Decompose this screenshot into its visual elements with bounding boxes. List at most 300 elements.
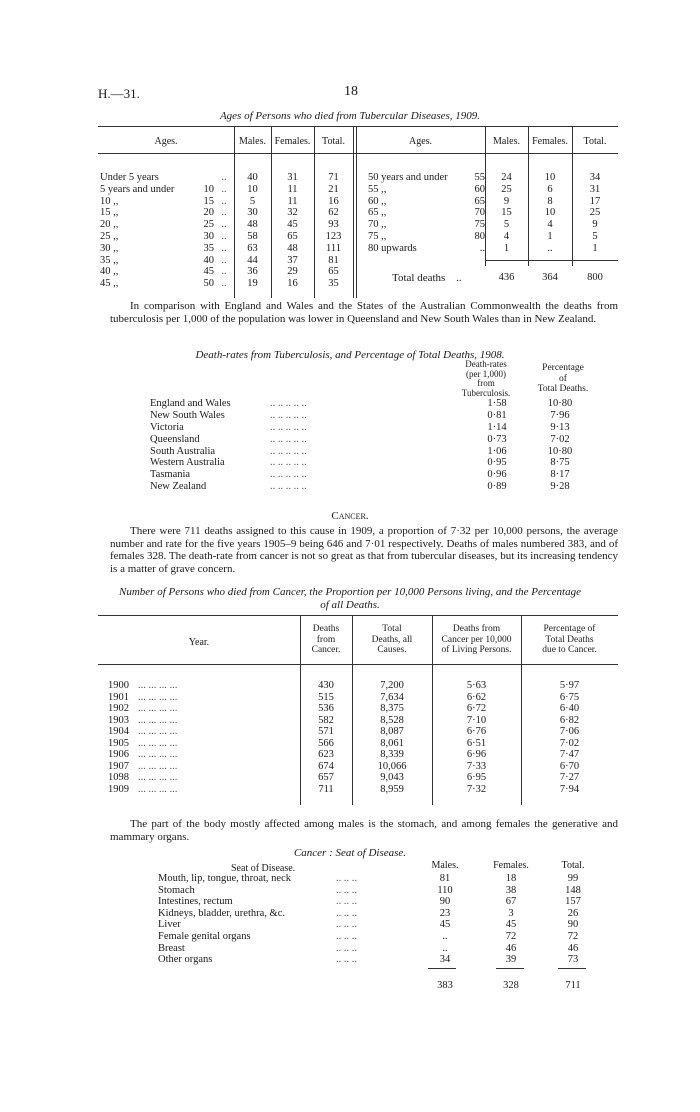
females-value: 6 bbox=[547, 183, 553, 195]
leader-dots: ... ... ... ... bbox=[138, 680, 178, 691]
age-to: 75 bbox=[474, 219, 485, 231]
pct-value: 9·28 bbox=[550, 481, 570, 493]
males-value: 81 bbox=[439, 873, 451, 884]
leader-dots: .. .. .. .. .. bbox=[270, 445, 307, 457]
rate-value: 1·58 bbox=[487, 398, 507, 409]
pct-value: 7·47 bbox=[559, 749, 580, 760]
table-row bbox=[158, 954, 598, 966]
males-value: 19 bbox=[247, 278, 258, 290]
rate-value: 6·51 bbox=[466, 737, 487, 749]
table-row bbox=[150, 481, 596, 493]
region-name: Tasmania bbox=[150, 469, 191, 481]
t4-h-males: Males. bbox=[431, 860, 459, 871]
table-row bbox=[108, 703, 618, 715]
rate-value: 0·89 bbox=[487, 481, 507, 493]
deaths-value: 711 bbox=[318, 783, 334, 795]
age-to: 50 bbox=[203, 278, 214, 290]
age-to: .. bbox=[479, 242, 485, 254]
males-value: 48 bbox=[247, 219, 258, 231]
deaths-value: 582 bbox=[318, 714, 334, 726]
year: 1909 bbox=[108, 783, 129, 795]
t4-total-total: 711 bbox=[565, 980, 581, 991]
t1-h-females-right: Females. bbox=[532, 136, 568, 147]
leader-dots: ... ... ... ... bbox=[138, 714, 178, 726]
deaths-value: 566 bbox=[318, 737, 334, 749]
pct-value: 9·13 bbox=[550, 421, 570, 433]
rate-value: 0·96 bbox=[487, 469, 507, 481]
paragraph-comparison: In comparison with England and Wales and the States of the Australian Commonwealth the deaths from tuberculosis per 1,000 of the population was lower in Queensland and New South Wales than in New Zealand. bbox=[110, 300, 618, 325]
age-to: 45 bbox=[203, 266, 214, 278]
females-value: 10 bbox=[544, 207, 556, 219]
age-from: 5 years and under bbox=[100, 183, 175, 195]
deaths-value: 623 bbox=[318, 749, 334, 760]
table-row bbox=[368, 207, 618, 219]
t1-right-block bbox=[368, 172, 618, 255]
total-value: 1 bbox=[592, 242, 598, 254]
age-from: 50 years and under bbox=[368, 172, 448, 183]
region-name: Victoria bbox=[150, 421, 184, 433]
page-ref: H.—31. bbox=[98, 86, 140, 101]
rate-value: 6·72 bbox=[466, 703, 487, 714]
table-row bbox=[108, 761, 618, 773]
males-value: 9 bbox=[503, 195, 510, 207]
age-to: 55 bbox=[474, 172, 485, 183]
females-value: .. bbox=[547, 242, 553, 254]
females-value: 11 bbox=[287, 183, 298, 195]
table-row bbox=[100, 231, 353, 243]
females-value: 45 bbox=[287, 219, 298, 231]
total-value: 5 bbox=[592, 230, 598, 242]
age-from: 45 ,, bbox=[100, 278, 119, 290]
table-row bbox=[150, 398, 596, 410]
females-value: 16 bbox=[287, 278, 298, 290]
leader-dots: ... ... ... ... bbox=[138, 772, 178, 783]
total-value: 34 bbox=[589, 172, 601, 183]
age-from: 70 ,, bbox=[368, 219, 387, 231]
rate-value: 0·95 bbox=[487, 457, 507, 469]
males-value: 10 bbox=[247, 183, 258, 195]
region-name: Western Australia bbox=[150, 457, 225, 469]
rate-value: 6·96 bbox=[466, 749, 487, 760]
rate-value: 7·10 bbox=[466, 714, 487, 726]
year: 1902 bbox=[108, 703, 129, 714]
females-value: 38 bbox=[505, 884, 517, 896]
paragraph-cancer: There were 711 deaths assigned to this cause in 1909, a proportion of 7·32 per 10,000 persons, the average number and rate for the five years 1905–9 being 646 and 7·01 respectively. Deaths of males numbered 383, and of females 328. The death-rate from cancer is not so great as that from tubercular diseases, but its increasing tendency is a matter of grave concern. bbox=[110, 525, 618, 575]
leader-dots: ... ... ... ... bbox=[138, 691, 178, 703]
deaths-value: 430 bbox=[318, 680, 334, 691]
t1-h-total-right: Total. bbox=[583, 136, 607, 147]
table-row bbox=[108, 772, 618, 784]
seat-name: Intestines, rectum bbox=[158, 896, 233, 908]
total-deaths-value: 9,043 bbox=[380, 772, 404, 783]
total-value: 26 bbox=[567, 907, 579, 919]
females-value: 31 bbox=[287, 172, 298, 183]
total-deaths-value: 8,959 bbox=[380, 783, 404, 795]
table1-caption: Ages of Persons who died from Tubercular Diseases, 1909. bbox=[219, 110, 481, 122]
t4-h-seat: Seat of Disease. bbox=[231, 863, 296, 874]
age-to: 15 bbox=[203, 195, 214, 207]
age-to bbox=[198, 172, 214, 184]
age-from: 75 ,, bbox=[368, 230, 387, 242]
region-name: South Australia bbox=[150, 445, 216, 457]
seat-name: Stomach bbox=[158, 884, 195, 896]
males-value: 44 bbox=[247, 254, 258, 266]
females-value: 37 bbox=[287, 254, 298, 266]
males-value: 110 bbox=[437, 884, 453, 896]
rate-value: 7·33 bbox=[466, 760, 487, 772]
rate-value: 0·81 bbox=[487, 409, 507, 421]
pct-value: 8·17 bbox=[550, 469, 570, 481]
leader-dots: .. bbox=[221, 183, 227, 195]
t1-h-males-right: Males. bbox=[493, 136, 520, 147]
table3-caption-line2: of all Deaths. bbox=[320, 599, 380, 611]
males-value: 5 bbox=[503, 219, 510, 231]
females-value: 48 bbox=[287, 242, 298, 254]
year: 1900 bbox=[108, 680, 129, 691]
leader-dots: .. bbox=[221, 254, 227, 266]
table-row bbox=[368, 243, 618, 255]
t1-h-males-left: Males. bbox=[239, 136, 266, 147]
males-value: 90 bbox=[439, 896, 451, 908]
pct-value: 6·82 bbox=[559, 714, 580, 726]
females-value: 32 bbox=[287, 207, 298, 219]
leader-dots: .. .. .. bbox=[336, 930, 357, 942]
age-to: 20 bbox=[203, 207, 214, 219]
pct-value: 10·80 bbox=[547, 398, 573, 409]
leader-dots: .. bbox=[221, 230, 227, 242]
pct-value: 7·96 bbox=[550, 409, 570, 421]
table-row bbox=[108, 726, 618, 738]
t4-h-females: Females. bbox=[493, 860, 529, 871]
total-value: 148 bbox=[565, 884, 581, 896]
t1-h-females-left: Females. bbox=[274, 136, 311, 147]
year: 1098 bbox=[108, 772, 129, 783]
total-value: 25 bbox=[589, 207, 601, 219]
t3-h-rate: Deaths from Cancer per 10,000 of Living Persons. bbox=[441, 624, 512, 655]
total-deaths-value: 8,087 bbox=[380, 726, 404, 737]
leader-dots: .. .. .. bbox=[336, 884, 357, 896]
table-row bbox=[108, 680, 618, 692]
table-row bbox=[368, 231, 618, 243]
table-row bbox=[108, 715, 618, 727]
total-deaths-value: 8,061 bbox=[380, 737, 404, 749]
age-from: 80 upwards bbox=[368, 242, 417, 254]
age-from: 60 ,, bbox=[368, 195, 387, 207]
leader-dots: ... ... ... ... bbox=[138, 783, 178, 795]
leader-dots: .. bbox=[221, 242, 227, 254]
t4-h-total: Total. bbox=[561, 860, 585, 871]
males-value: 58 bbox=[247, 230, 258, 242]
pct-value: 7·27 bbox=[559, 772, 580, 783]
total-value: 21 bbox=[328, 183, 339, 195]
females-value: 10 bbox=[544, 172, 556, 183]
age-to: 10 bbox=[203, 183, 214, 195]
deaths-value: 657 bbox=[318, 772, 334, 783]
total-value: 90 bbox=[567, 919, 579, 931]
table-row bbox=[158, 873, 598, 885]
deaths-value: 515 bbox=[318, 691, 334, 703]
total-deaths-value: 8,528 bbox=[380, 714, 404, 726]
table-row bbox=[150, 469, 596, 481]
leader-dots: ... ... ... ... bbox=[138, 703, 178, 714]
leader-dots: .. .. .. bbox=[336, 896, 357, 908]
leader-dots: .. .. .. .. .. bbox=[270, 398, 307, 409]
leader-dots: ... ... ... ... bbox=[138, 749, 178, 760]
pct-value: 5·97 bbox=[559, 680, 580, 691]
cancer-heading: Cancer. bbox=[331, 510, 369, 522]
total-value: 71 bbox=[328, 172, 339, 183]
rate-value: 1·14 bbox=[487, 421, 507, 433]
table3-caption-line1: Number of Persons who died from Cancer, the Proportion per 10,000 Persons living, and the Percentage bbox=[119, 586, 581, 598]
total-deaths-value: 7,200 bbox=[380, 680, 404, 691]
region-name: England and Wales bbox=[150, 398, 231, 409]
leader-dots: .. .. .. .. .. bbox=[270, 433, 307, 445]
females-value: 11 bbox=[287, 195, 298, 207]
rate-value: 6·95 bbox=[466, 772, 487, 783]
paragraph-body-part: The part of the body mostly affected among males is the stomach, and among females the generative and mammary organs. bbox=[110, 818, 618, 843]
t1-total-total: 800 bbox=[587, 272, 603, 283]
table-row bbox=[100, 172, 353, 184]
total-value: 17 bbox=[589, 195, 601, 207]
t1-h-ages-left: Ages. bbox=[154, 136, 178, 147]
males-value: 15 bbox=[501, 207, 512, 219]
age-from: 25 ,, bbox=[100, 230, 119, 242]
males-value: 45 bbox=[439, 919, 451, 931]
females-value: 3 bbox=[508, 907, 514, 919]
total-value: 123 bbox=[325, 230, 342, 242]
seat-name: Mouth, lip, tongue, throat, neck bbox=[158, 873, 291, 884]
t1-h-ages-right: Ages. bbox=[408, 136, 433, 147]
page-number: 18 bbox=[344, 84, 358, 99]
table-row bbox=[158, 908, 598, 920]
year: 1907 bbox=[108, 760, 129, 772]
males-value: .. bbox=[442, 942, 448, 954]
table-row bbox=[150, 446, 596, 458]
total-deaths-value: 7,634 bbox=[380, 691, 404, 703]
females-value: 18 bbox=[505, 873, 517, 884]
rate-value: 5·63 bbox=[466, 680, 487, 691]
table-row bbox=[368, 196, 618, 208]
table-row bbox=[100, 184, 353, 196]
males-value: 24 bbox=[501, 172, 512, 183]
rate-value: 6·62 bbox=[466, 691, 487, 703]
males-value: 23 bbox=[439, 907, 451, 919]
t3-h-total: Total Deaths, all Causes. bbox=[371, 624, 413, 655]
rate-value: 7·32 bbox=[466, 783, 487, 795]
total-value: 99 bbox=[567, 873, 579, 884]
table-row bbox=[108, 738, 618, 750]
table-row bbox=[158, 885, 598, 897]
t1-total-females: 364 bbox=[542, 272, 558, 283]
year: 1901 bbox=[108, 691, 129, 703]
total-value: 93 bbox=[328, 219, 339, 231]
age-to: 40 bbox=[203, 254, 214, 266]
seat-name: Breast bbox=[158, 942, 185, 954]
total-value: 73 bbox=[567, 954, 579, 966]
table-row bbox=[158, 896, 598, 908]
males-value: 5 bbox=[249, 195, 256, 207]
table-row bbox=[368, 184, 618, 196]
pct-value: 7·06 bbox=[559, 726, 580, 737]
age-to: 30 bbox=[203, 230, 214, 242]
t3-h-pct: Percentage of Total Deaths due to Cancer. bbox=[542, 624, 597, 655]
leader-dots: .. .. .. .. .. bbox=[270, 481, 307, 493]
age-from: 40 ,, bbox=[100, 266, 119, 278]
year: 1904 bbox=[108, 726, 129, 737]
table-row bbox=[150, 410, 596, 422]
total-value: 31 bbox=[589, 183, 601, 195]
table4-caption: Cancer : Seat of Disease. bbox=[293, 847, 407, 859]
pct-value: 7·02 bbox=[559, 737, 580, 749]
region-name: New South Wales bbox=[150, 409, 225, 421]
region-name: New Zealand bbox=[150, 481, 207, 493]
males-value: 40 bbox=[247, 172, 258, 183]
total-value: 157 bbox=[565, 896, 581, 908]
total-value: 46 bbox=[567, 942, 579, 954]
age-from: 10 ,, bbox=[100, 195, 119, 207]
total-value: 65 bbox=[328, 266, 339, 278]
total-value: 9 bbox=[592, 219, 598, 231]
seat-name: Female genital organs bbox=[158, 930, 251, 942]
females-value: 46 bbox=[505, 942, 517, 954]
age-from: 65 ,, bbox=[368, 207, 387, 219]
pct-value: 7·94 bbox=[559, 783, 580, 795]
rate-value: 6·76 bbox=[466, 726, 487, 737]
table-row bbox=[150, 457, 596, 469]
table-row bbox=[100, 278, 353, 290]
age-to: 70 bbox=[474, 207, 485, 219]
table-row bbox=[150, 422, 596, 434]
t2-h-pct: Percentage of Total Deaths. bbox=[537, 363, 589, 394]
females-value: 67 bbox=[505, 896, 517, 908]
t3-h-year: Year. bbox=[188, 637, 210, 648]
leader-dots: .. bbox=[221, 266, 227, 278]
total-value: 111 bbox=[326, 242, 341, 254]
age-to: 60 bbox=[474, 183, 485, 195]
leader-dots: .. .. .. bbox=[336, 907, 357, 919]
total-value: 62 bbox=[328, 207, 339, 219]
t2-h-rate: Death-rates (per 1,000) from Tuberculosis. bbox=[461, 359, 511, 398]
table-row bbox=[108, 784, 618, 796]
deaths-value: 536 bbox=[318, 703, 334, 714]
leader-dots: .. bbox=[221, 219, 227, 231]
females-value: 29 bbox=[287, 266, 298, 278]
table-row bbox=[150, 434, 596, 446]
leader-dots: .. .. .. bbox=[336, 954, 357, 966]
females-value: 1 bbox=[547, 230, 553, 242]
age-to: 25 bbox=[203, 219, 214, 231]
table-row bbox=[108, 692, 618, 704]
males-value: 34 bbox=[439, 954, 451, 966]
leader-dots: ... ... ... ... bbox=[138, 737, 178, 749]
age-to: 80 bbox=[474, 230, 485, 242]
leader-dots: .. .. .. .. .. bbox=[270, 421, 307, 433]
leader-dots: .. .. .. bbox=[336, 919, 357, 931]
leader-dots: .. .. .. bbox=[336, 942, 357, 954]
pct-value: 6·40 bbox=[559, 703, 580, 714]
table-row bbox=[100, 207, 353, 219]
table-row bbox=[100, 196, 353, 208]
t4-body bbox=[158, 873, 598, 966]
region-name: Queensland bbox=[150, 433, 200, 445]
leader-dots: .. bbox=[221, 172, 227, 183]
pct-value: 10·80 bbox=[547, 445, 573, 457]
year: 1903 bbox=[108, 714, 129, 726]
females-value: 4 bbox=[547, 219, 553, 231]
table-row bbox=[368, 219, 618, 231]
t1-total-males: 436 bbox=[498, 272, 515, 283]
males-value: 4 bbox=[503, 230, 510, 242]
leader-dots: .. .. .. .. .. bbox=[270, 409, 307, 421]
table-row bbox=[100, 255, 353, 267]
females-value: 65 bbox=[287, 230, 298, 242]
table-row bbox=[100, 219, 353, 231]
age-from: 55 ,, bbox=[368, 183, 387, 195]
table-row bbox=[368, 172, 618, 184]
t3-body bbox=[108, 680, 618, 795]
males-value: 36 bbox=[247, 266, 258, 278]
leader-dots: .. bbox=[221, 207, 227, 219]
age-from: 20 ,, bbox=[100, 219, 119, 231]
age-from: 30 ,, bbox=[100, 242, 119, 254]
seat-name: Other organs bbox=[158, 954, 213, 966]
total-deaths-value: 8,339 bbox=[380, 749, 404, 760]
table-row bbox=[158, 919, 598, 931]
age-to: 65 bbox=[474, 195, 485, 207]
total-deaths-value: 10,066 bbox=[377, 760, 407, 772]
t1-h-total-left: Total. bbox=[322, 136, 345, 147]
pct-value: 6·75 bbox=[559, 691, 580, 703]
total-value: 81 bbox=[328, 254, 339, 266]
t1-left-block bbox=[100, 172, 353, 290]
total-value: 16 bbox=[328, 195, 339, 207]
females-value: 45 bbox=[505, 919, 517, 931]
leader-dots: ... ... ... ... bbox=[138, 760, 178, 772]
age-to: 35 bbox=[203, 242, 214, 254]
t1-total-label: Total deaths .. bbox=[392, 272, 462, 284]
males-value: 1 bbox=[503, 242, 510, 254]
age-from: Under 5 years bbox=[100, 172, 159, 183]
females-value: 72 bbox=[505, 930, 517, 942]
t3-h-deaths: Deaths from Cancer. bbox=[311, 624, 341, 655]
leader-dots: ... ... ... ... bbox=[138, 726, 178, 737]
females-value: 8 bbox=[547, 195, 553, 207]
table-row bbox=[100, 243, 353, 255]
seat-name: Kidneys, bladder, urethra, &c. bbox=[158, 907, 285, 919]
age-from: 15 ,, bbox=[100, 207, 119, 219]
age-from: 35 ,, bbox=[100, 254, 119, 266]
pct-value: 6·70 bbox=[559, 760, 580, 772]
males-value: 25 bbox=[501, 183, 512, 195]
table-row bbox=[158, 931, 598, 943]
leader-dots: .. bbox=[221, 195, 227, 207]
t4-total-females: 328 bbox=[503, 980, 519, 991]
t4-total-males: 383 bbox=[437, 980, 453, 991]
leader-dots: .. bbox=[221, 278, 227, 290]
males-value: .. bbox=[442, 930, 448, 942]
males-value: 63 bbox=[247, 242, 258, 254]
males-value: 30 bbox=[247, 207, 258, 219]
table-row bbox=[158, 943, 598, 955]
table2-caption: Death-rates from Tuberculosis, and Percentage of Total Deaths, 1908. bbox=[195, 349, 505, 361]
t2-body bbox=[150, 398, 596, 493]
deaths-value: 571 bbox=[318, 726, 334, 737]
total-value: 72 bbox=[567, 930, 579, 942]
pct-value: 7·02 bbox=[550, 433, 570, 445]
table-row bbox=[100, 266, 353, 278]
leader-dots: .. .. .. .. .. bbox=[270, 469, 307, 481]
seat-name: Liver bbox=[158, 919, 181, 931]
